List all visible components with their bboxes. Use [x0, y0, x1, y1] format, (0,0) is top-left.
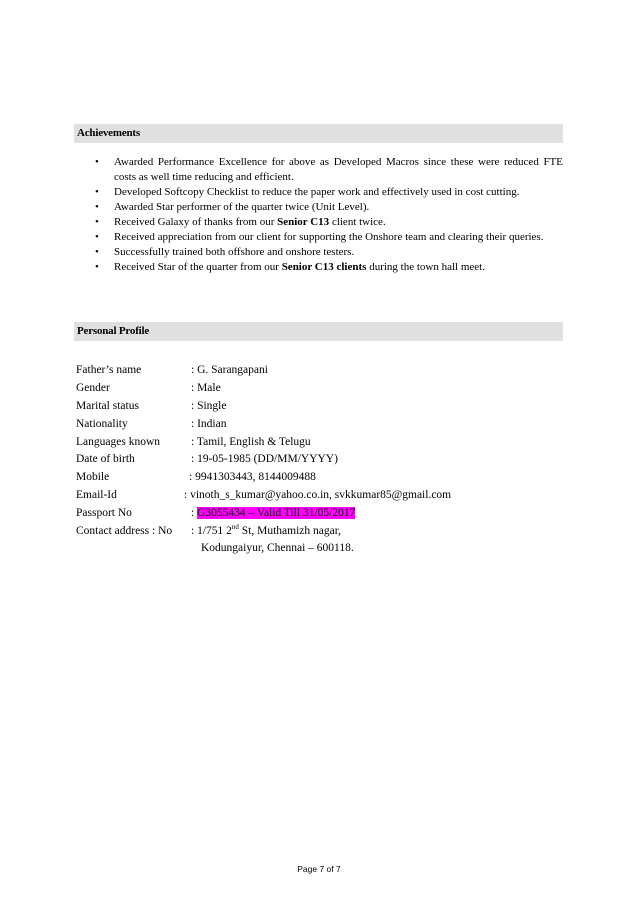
address-line1-pre: : 1/751 2: [191, 525, 232, 537]
achievement-text: Awarded Star performer of the quarter twice (Unit Level).: [114, 201, 370, 213]
bullet-icon: •: [95, 231, 99, 243]
achievement-text: Received appreciation from our client for supporting the Onshore team and clearing their queries.: [114, 231, 544, 243]
profile-label: Father’s name: [76, 364, 142, 376]
list-item: [74, 230, 563, 245]
achievement-text-tail: during the town hall meet.: [366, 261, 485, 273]
passport-colon: :: [191, 507, 198, 519]
profile-value: : Single: [191, 400, 227, 412]
achievements-list: [74, 155, 563, 275]
bullet-icon: •: [95, 261, 99, 273]
profile-label: Passport No: [76, 507, 132, 519]
personal-profile-section-header: Personal Profile: [74, 322, 563, 341]
page-footer: Page 7 of 7: [297, 864, 341, 874]
profile-label: Email-Id: [76, 489, 117, 501]
achievement-text: Received Star of the quarter from our: [114, 261, 282, 273]
list-item: [74, 185, 563, 200]
bullet-icon: •: [95, 216, 99, 228]
profile-label: Gender: [76, 382, 110, 394]
profile-value: : 19-05-1985 (DD/MM/YYYY): [191, 453, 338, 465]
list-item: [74, 155, 563, 185]
list-item: [74, 200, 563, 215]
profile-value: : G. Sarangapani: [191, 364, 268, 376]
profile-value: : Indian: [191, 418, 227, 430]
bullet-icon: •: [95, 201, 99, 213]
address-line2: Kodungaiyur, Chennai – 600118.: [201, 542, 354, 554]
achievement-text: Awarded Performance Excellence for above as Developed Macros since these were reduced FTE costs as well time reducing and efficient.: [114, 156, 563, 183]
passport-number-highlight: G3055434 – Valid Till 31/05/2017: [197, 507, 356, 519]
profile-label: Mobile: [76, 471, 110, 483]
bullet-icon: •: [95, 186, 99, 198]
profile-value: : 9941303443, 8144009488: [189, 471, 316, 483]
list-item: [74, 260, 563, 275]
profile-value: : Male: [191, 382, 221, 394]
profile-label: Nationality: [76, 418, 128, 430]
profile-value: [191, 506, 355, 520]
list-item: [74, 245, 563, 260]
bullet-icon: •: [95, 156, 99, 168]
achievement-bold-text: Senior C13: [277, 216, 330, 228]
profile-label: Marital status: [76, 400, 139, 412]
achievement-bold-text: Senior C13 clients: [281, 261, 367, 273]
achievements-section-header: Achievements: [74, 124, 563, 143]
achievement-text: Received Galaxy of thanks from our: [114, 216, 278, 228]
profile-value: : Tamil, English & Telugu: [191, 436, 311, 448]
achievement-text: Successfully trained both offshore and onshore testers.: [114, 246, 355, 258]
address-line1-post: St, Muthamizh nagar,: [238, 525, 341, 537]
profile-label: Date of birth: [76, 453, 135, 465]
profile-label: Languages known: [76, 436, 160, 448]
profile-value: : vinoth_s_kumar@yahoo.co.in, svkkumar85@gmail.com: [184, 489, 452, 501]
achievement-text: Developed Softcopy Checklist to reduce the paper work and effectively used in cost cutting.: [114, 186, 520, 198]
list-item: [74, 215, 563, 230]
achievement-text-tail: client twice.: [329, 216, 386, 228]
bullet-icon: •: [95, 246, 99, 258]
address-line1-sup: nd: [231, 523, 239, 532]
profile-value: [191, 524, 341, 538]
profile-label: Contact address : No: [76, 525, 173, 537]
